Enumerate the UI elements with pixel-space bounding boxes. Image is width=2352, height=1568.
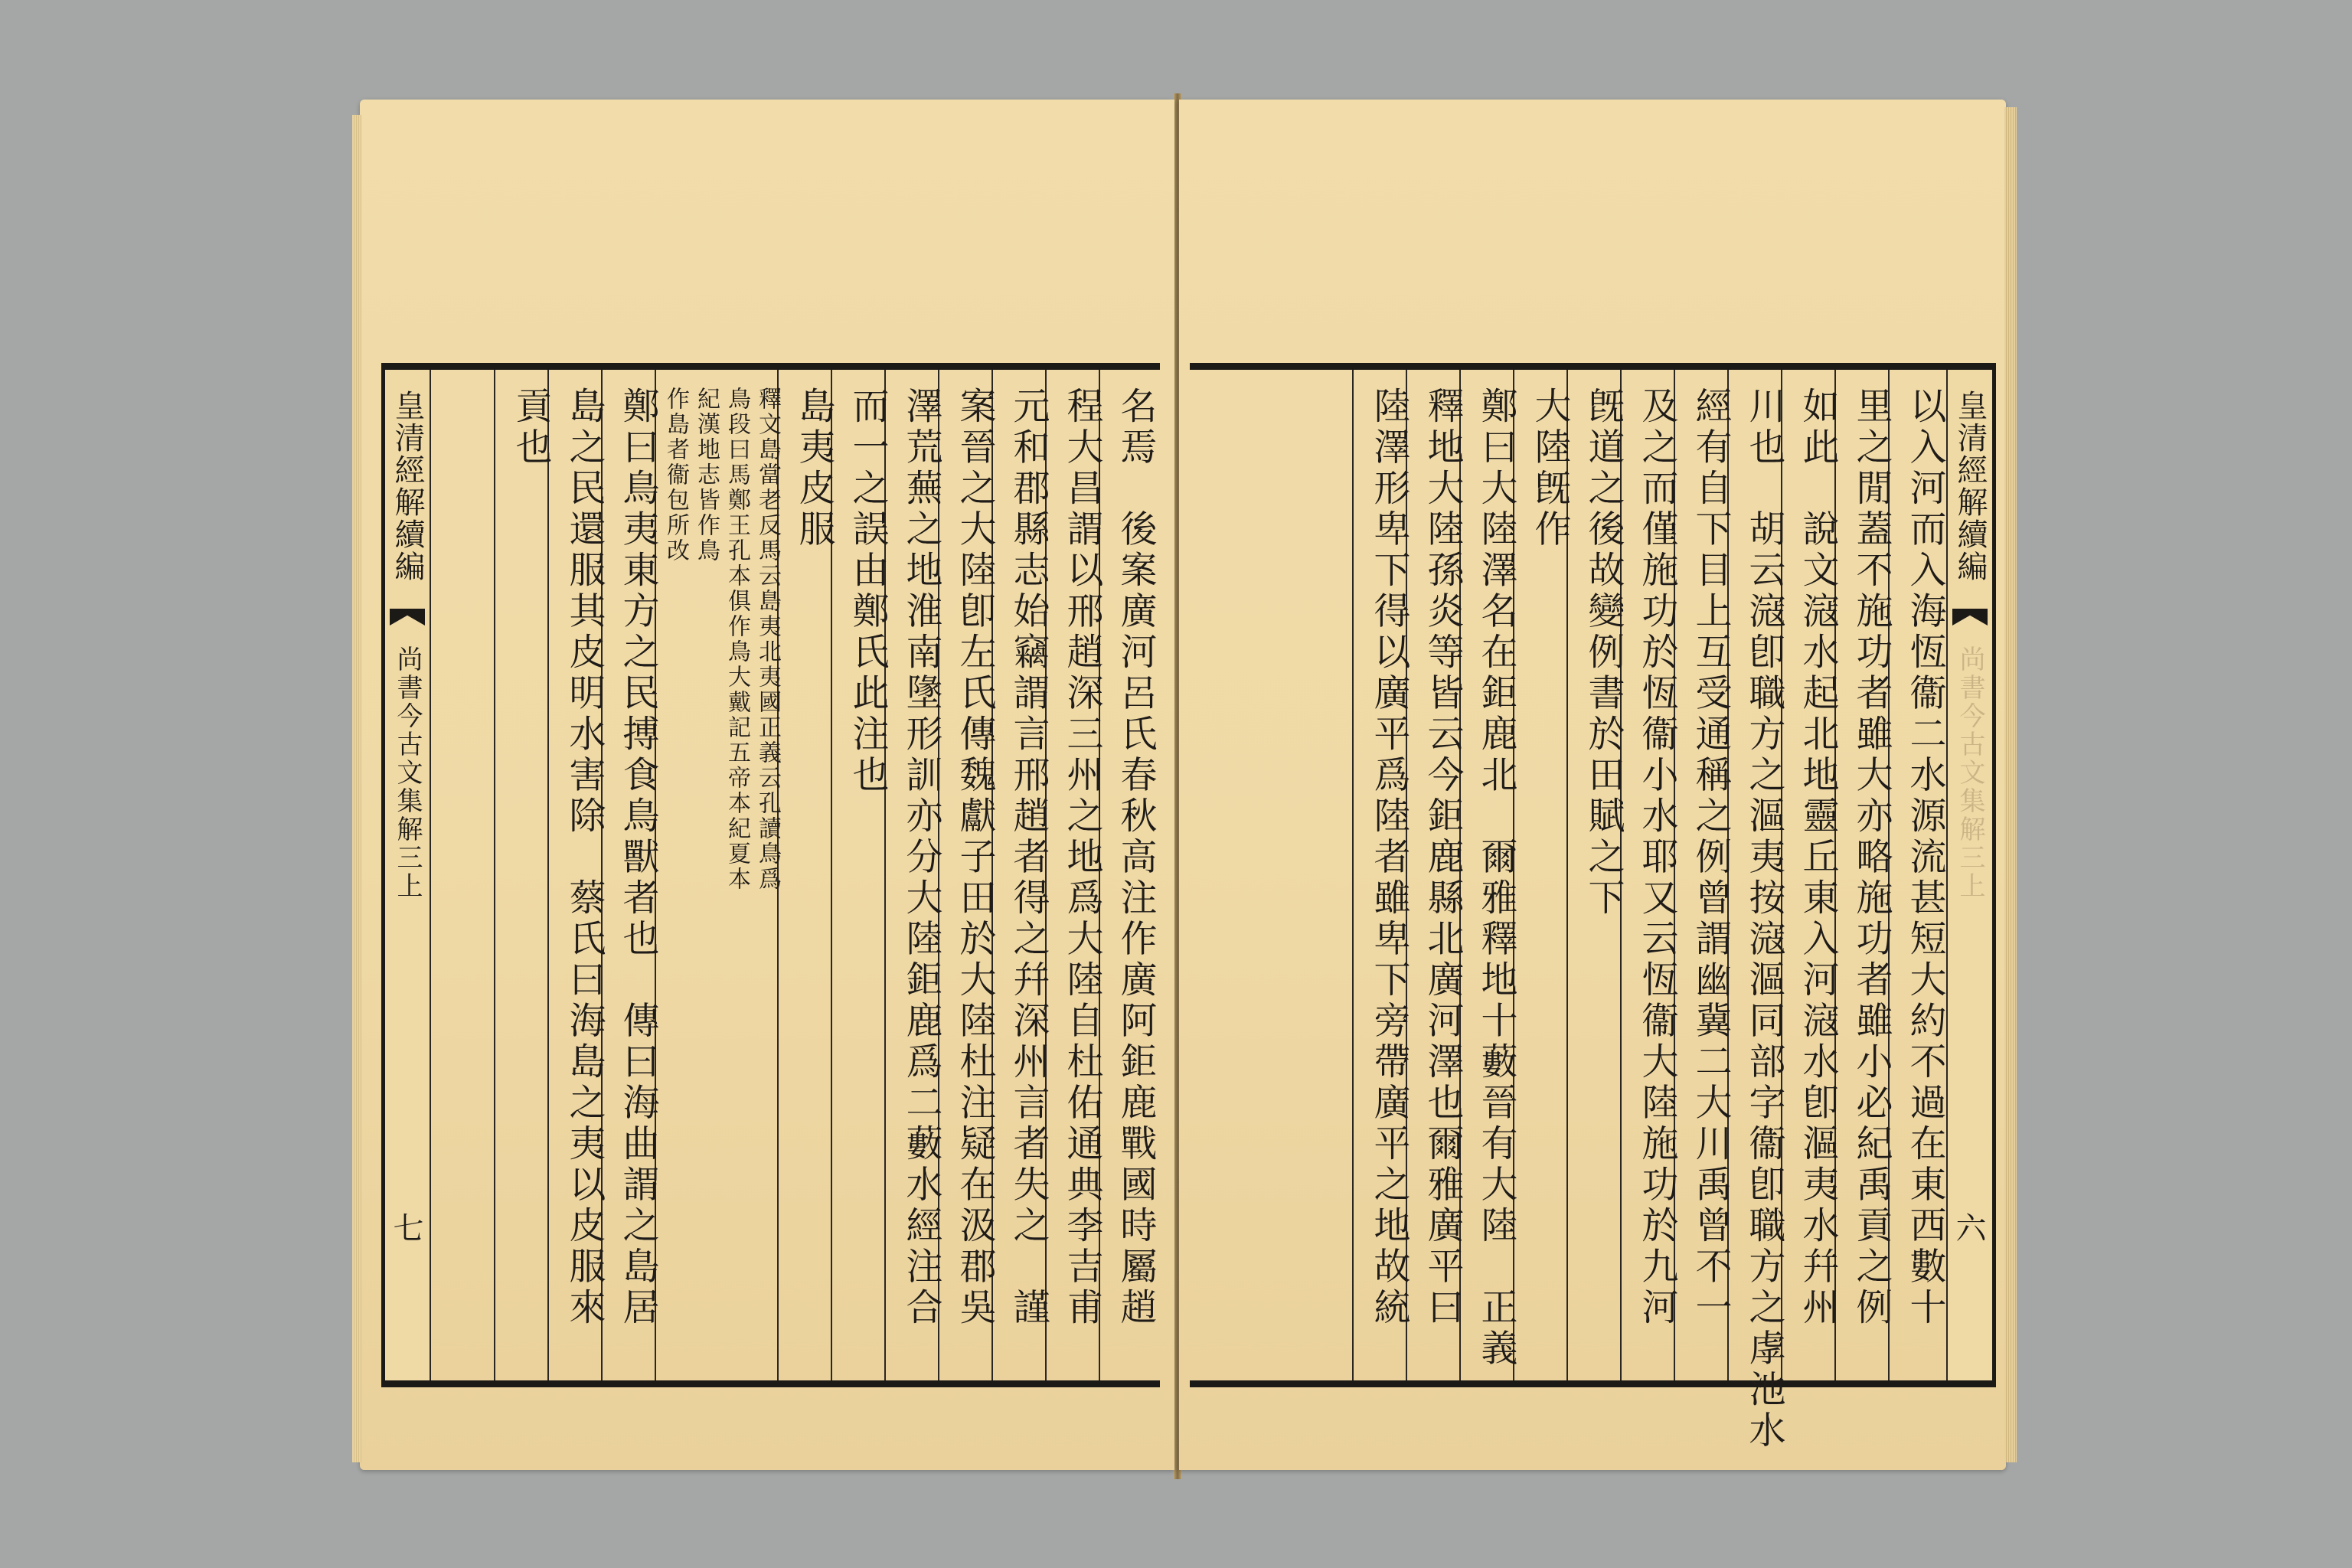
- text-column: 大陸旣作: [1528, 387, 1571, 550]
- banxin-page-number: 七: [388, 1212, 423, 1243]
- text-column: 澤荒蕪之地淮南墬形訓亦分大陸鉅鹿爲二藪水經注合: [900, 387, 942, 1329]
- banxin-rule: [1946, 370, 1948, 1380]
- banxin-title: 皇清經解續編: [390, 390, 425, 583]
- text-column: 以入河而入海恆衞二水源流甚短大約不過在東西數十: [1903, 387, 1946, 1329]
- text-column: 島之民還服其皮明水害除 蔡氏曰海島之夷以皮服來: [563, 387, 606, 1329]
- text-column: 程大昌謂以邢趙深三州之地爲大陸自杜佑通典李吉甫: [1060, 387, 1103, 1329]
- page-edges-left: [352, 115, 361, 1462]
- right-text-frame: [1190, 363, 1996, 1452]
- text-column: 元和郡縣志始竊謂言邢趙者得之幷深州言者失之 謹: [1007, 387, 1050, 1329]
- text-column: 里之閒蓋不施功者雖大亦略施功者雖小必紀禹貢之例: [1850, 387, 1893, 1329]
- banxin-title: 皇清經解續編: [1952, 390, 1988, 583]
- left-banxin: [385, 370, 430, 1380]
- text-column: 鄭曰鳥夷東方之民搏食鳥獸者也 傳曰海曲謂之島居: [616, 387, 659, 1329]
- text-column: 川也 胡云滱卽職方之漚夷按滱漚同部字衞卽職方之虖池水: [1743, 387, 1785, 1452]
- text-column: 及之而僅施功於恆衞小水耶又云恆衞大陸施功於九河: [1635, 387, 1678, 1329]
- column-rule: [1352, 370, 1354, 1380]
- text-column: 案晉之大陸卽左氏傳魏獻子田於大陸杜注疑在汲郡吳: [953, 387, 996, 1329]
- text-column: 作島者衞包所改: [662, 387, 689, 564]
- banxin-rule: [430, 370, 431, 1380]
- open-book: [360, 93, 2007, 1479]
- text-column: 名焉 後案廣河呂氏春秋高注作廣阿鉅鹿戰國時屬趙: [1114, 387, 1157, 1329]
- text-column: 旣道之後故變例書於田賦之下: [1582, 387, 1625, 920]
- text-column: 釋地大陸孫炎等皆云今鉅鹿縣北廣河澤也爾雅廣平曰: [1421, 387, 1464, 1329]
- text-column: 而一之誤由鄭氏此注也: [846, 387, 889, 796]
- text-column: 經有自下目上互受通稱之例曾謂幽冀二大川禹曾不一: [1689, 387, 1732, 1329]
- page-edges-right: [2004, 107, 2017, 1462]
- text-column: 陸澤形卑下得以廣平爲陸者雖卑下旁帶廣平之地故統: [1367, 387, 1410, 1329]
- column-rule: [494, 370, 495, 1380]
- text-column: 貢也: [509, 387, 552, 469]
- text-column: 鄭曰大陸澤名在鉅鹿北 爾雅釋地十藪晉有大陸 正義: [1475, 387, 1517, 1370]
- right-page: [1179, 100, 2006, 1470]
- banxin-subtitle: 尚書今古文集解三上: [1955, 645, 1985, 900]
- text-column: 釋文島當老反馬云島夷北夷國正義云孔讀鳥爲: [754, 387, 781, 892]
- text-column: 如此 說文滱水起北地靈丘東入河滱水卽漚夷水幷州: [1796, 387, 1839, 1329]
- fish-tail-mark: [1952, 609, 1988, 626]
- text-column: 島夷皮服: [792, 387, 835, 550]
- left-text-frame: [381, 363, 1160, 1387]
- right-banxin: [1948, 370, 1992, 1380]
- left-page: [360, 100, 1174, 1470]
- text-column: 紀漢地志皆作鳥: [693, 387, 720, 564]
- banxin-page-number: 六: [1951, 1212, 1986, 1243]
- banxin-subtitle: 尚書今古文集解三上: [392, 645, 423, 900]
- text-column: 鳥段曰馬鄭王孔本俱作鳥大戴記五帝本紀夏本: [724, 387, 750, 892]
- fish-tail-mark: [390, 609, 425, 626]
